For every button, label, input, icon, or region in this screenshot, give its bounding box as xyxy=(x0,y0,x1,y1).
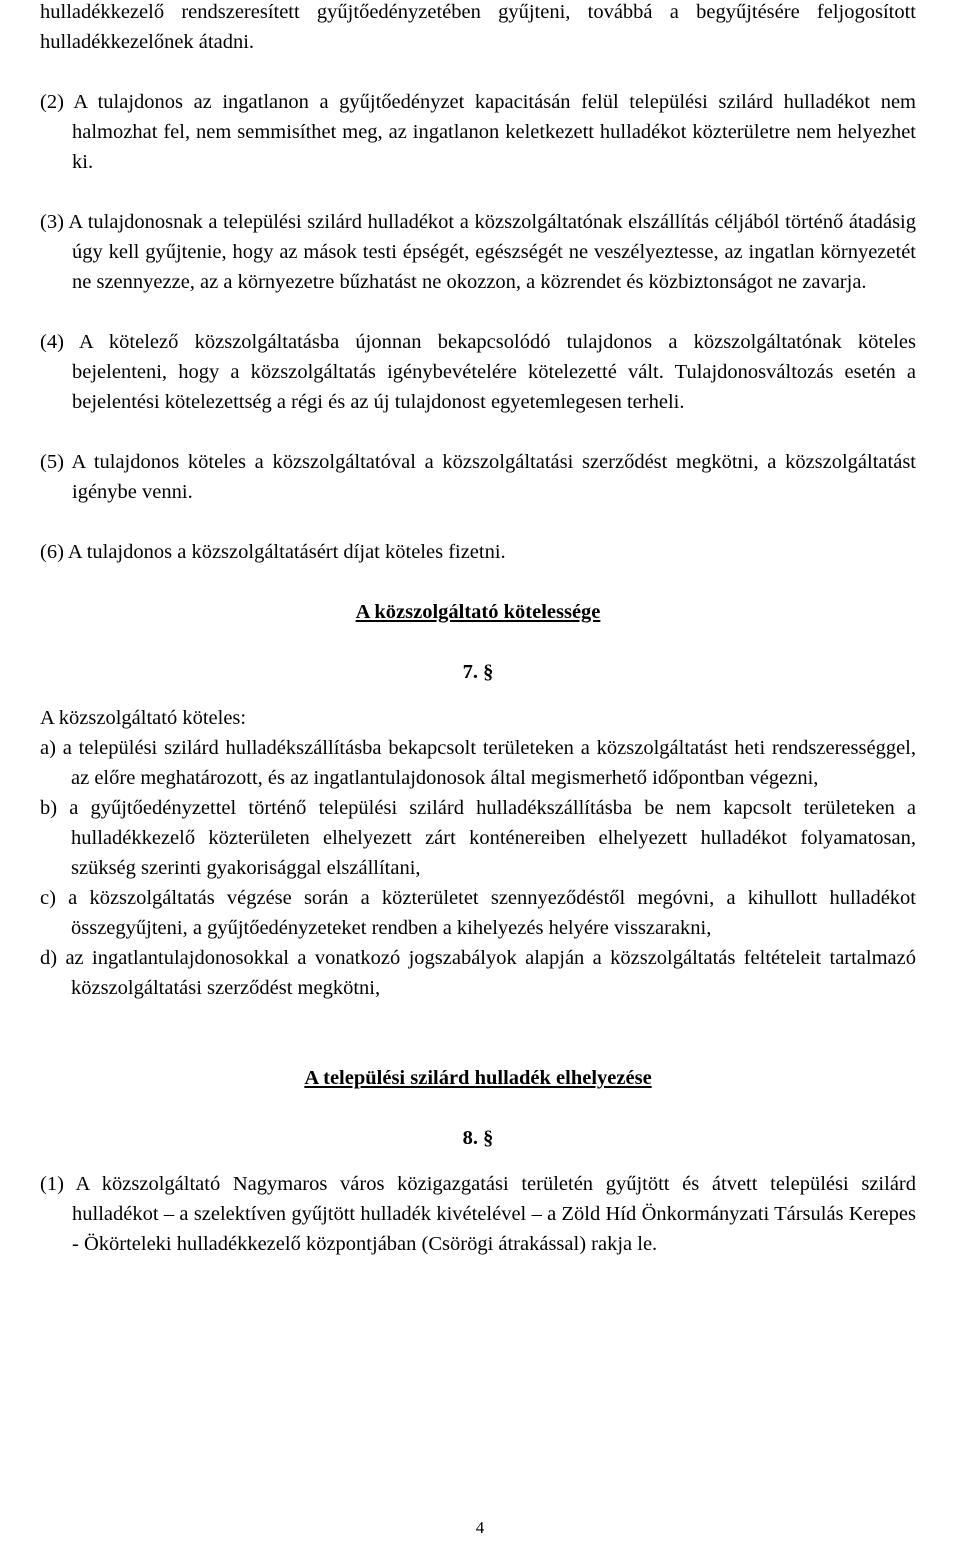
list-item: c) a közszolgáltatás végzése során a közterületet szennyeződéstől megóvni, a kihullott hulladékot összegyűjteni, a gyűjtőedényzeteket rendben a kihelyezés helyére visszarakni, xyxy=(40,887,916,939)
section-7-number: 7. § xyxy=(462,661,494,683)
paragraph-5: (5) A tulajdonos köteles a közszolgáltatóval a közszolgáltatási szerződést megkötni, a közszolgáltatást igénybe venni. xyxy=(40,451,916,503)
paragraph-3: (3) A tulajdonosnak a települési szilárd hulladékot a közszolgáltatónak elszállítás céljából történő átadásig úgy kell gyűjtenie, hogy az mások testi épségét, egészségét ne veszélyeztesse, az ingatlan környezetét ne szennyezze, az a környezetre bűzhatást ne okozzon, a közrendet és közbiztonságot ne zavarja. xyxy=(40,211,916,293)
paragraph-continuation: hulladékkezelő rendszeresített gyűjtőedényzetében gyűjteni, továbbá a begyűjtésére feljogosított hulladékkezelőnek átadni. xyxy=(40,1,916,53)
paragraph-6: (6) A tulajdonos a közszolgáltatásért díjat köteles fizetni. xyxy=(40,541,506,563)
section-7-list xyxy=(40,733,916,1003)
paragraph-4: (4) A kötelező közszolgáltatásba újonnan bekapcsolódó tulajdonos a közszolgáltatónak köteles bejelenteni, hogy a közszolgáltatás igénybevételére kötelezetté vált. Tulajdonosváltozás esetén a bejelentési kötelezettség a régi és az új tulajdonost egyetemlegesen terheli. xyxy=(40,331,916,413)
list-item: a) a települési szilárd hulladékszállításba bekapcsolt területeken a közszolgáltatást heti rendszerességgel, az előre meghatározott, és az ingatlantulajdonosok által megismerhető időpontban végezni, xyxy=(40,737,916,789)
section-8-heading: A települési szilárd hulladék elhelyezése xyxy=(304,1067,652,1089)
page-number: 4 xyxy=(475,1518,485,1537)
paragraph-2: (2) A tulajdonos az ingatlanon a gyűjtőedényzet kapacitásán felül települési szilárd hulladékot nem halmozhat fel, nem semmisíthet meg, az ingatlanon keletkezett hulladékot közterületre nem helyezhet ki. xyxy=(40,91,916,173)
list-item: d) az ingatlantulajdonosokkal a vonatkozó jogszabályok alapján a közszolgáltatás feltételeit tartalmazó közszolgáltatási szerződést megkötni, xyxy=(40,947,916,999)
section-7-intro: A közszolgáltató köteles: xyxy=(40,707,247,729)
list-item: b) a gyűjtőedényzettel történő települési szilárd hulladékszállításba be nem kapcsolt területeken a hulladékkezelő közterületen elhelyezett zárt konténereiben elhelyezett hulladékot folyamatosan, szükség szerinti gyakorisággal elszállítani, xyxy=(40,797,916,879)
section-7-heading: A közszolgáltató kötelessége xyxy=(355,601,601,623)
section-8-number: 8. § xyxy=(462,1127,494,1149)
document-page xyxy=(40,0,916,1259)
section-8-paragraph-1: (1) A közszolgáltató Nagymaros város közigazgatási területén gyűjtött és átvett települési szilárd hulladékot – a szelektíven gyűjtött hulladék kivételével – a Zöld Híd Önkormányzati Társulás Kerepes - Ökörteleki hulladékkezelő központjában (Csörögi átrakással) rakja le. xyxy=(40,1173,916,1255)
